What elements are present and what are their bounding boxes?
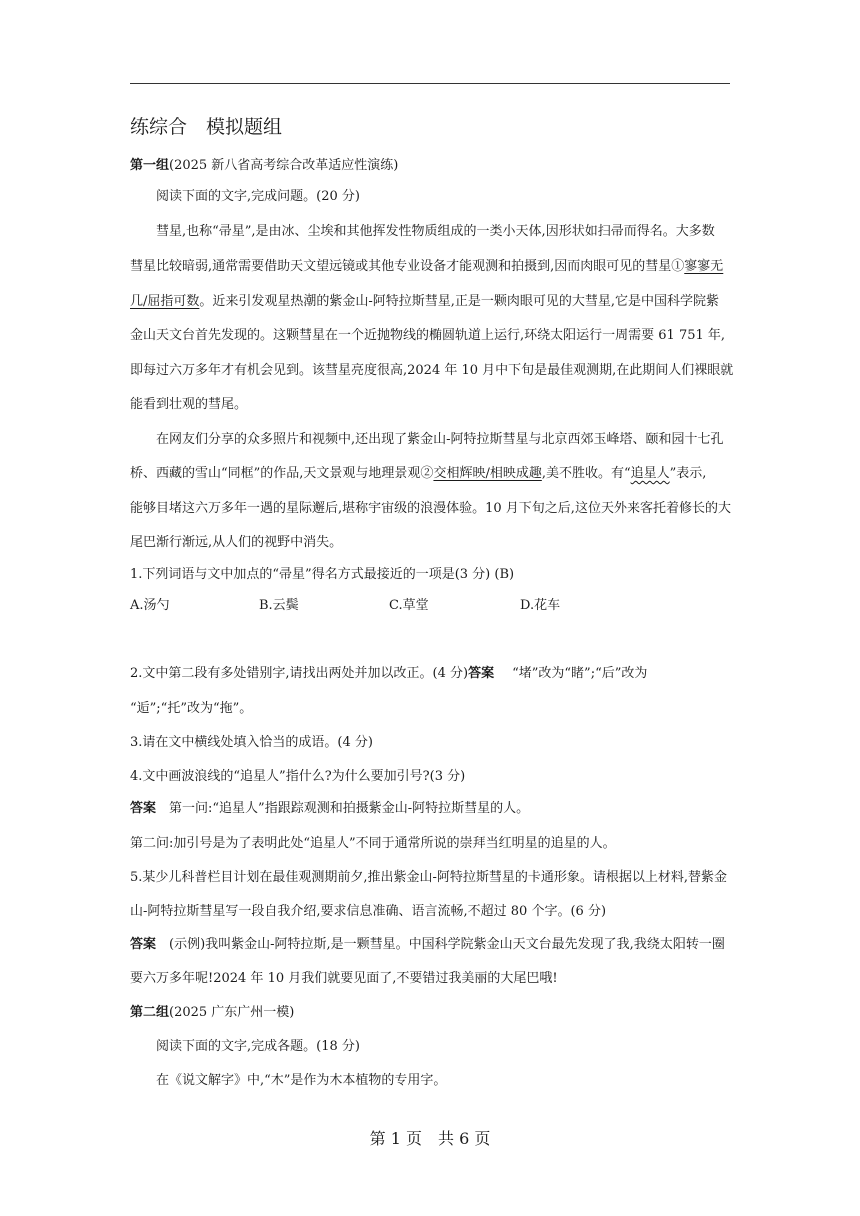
q2-answer-label: 答案 [468, 666, 495, 681]
g1-p1-line3-text: 。近来引发观星热潮的紫金山-阿特拉斯彗星,正是一颗肉眼可见的大彗星,它是中国科学院紫 [199, 294, 720, 309]
g1-p2-line2-e: ”表示, [669, 466, 707, 481]
page-footer: 第 1 页 共 6 页 [369, 1129, 491, 1148]
blank-2: 交相辉映/相映成趣 [433, 466, 542, 481]
group1-heading [130, 157, 398, 175]
q5-answer-2: 要六万多年呢!2024 年 10 月我们就要见面了,不要错过我美丽的大尾巴哦! [130, 971, 558, 986]
question-2 [130, 665, 647, 683]
group1-source: (2025 新八省高考综合改革适应性演练) [169, 158, 399, 173]
wavy-zhuixingren: 追星人 [630, 466, 670, 481]
q1-option-c: C.草堂 [389, 598, 429, 613]
g1-p1-line2 [130, 258, 723, 276]
header-rule [130, 83, 730, 84]
g1-p1-line6: 能看到壮观的彗尾。 [130, 397, 248, 412]
group2-instruction: 阅读下面的文字,完成各题。(18 分) [156, 1039, 360, 1054]
group2-source: (2025 广东广州一模) [169, 1005, 295, 1020]
blank-1: 寥寥无 [684, 259, 724, 274]
q5-answer-label: 答案 [130, 937, 157, 952]
g1-p2-line2-a: 桥、西藏的雪山“同框”的作品,天文景观与地理景观② [130, 466, 434, 481]
question-5-line1: 5.某少儿科普栏目计划在最佳观测期前夕,推出紫金山-阿特拉斯彗星的卡通形象。请根据以上材料,替紫金 [130, 870, 728, 885]
g1-p2-line4: 尾巴渐行渐远,从人们的视野中消失。 [130, 535, 343, 550]
group1-label: 第一组 [130, 158, 170, 173]
q2-text: 2.文中第二段有多处错别字,请找出两处并加以改正。(4 分) [130, 666, 469, 681]
q4-answer-2: 第二问:加引号是为了表明此处“追星人”不同于通常所说的崇拜当红明星的追星的人。 [130, 836, 616, 851]
q1-option-d: D.花车 [520, 598, 561, 613]
g1-p1-line1: 彗星,也称“帚星”,是由冰、尘埃和其他挥发性物质组成的一类小天体,因形状如扫帚而得名。大多数 [156, 224, 715, 239]
q5-answer-text: (示例)我叫紫金山-阿特拉斯,是一颗彗星。中国科学院紫金山天文台最先发现了我,我绕太阳转一圈 [169, 937, 725, 952]
group2-heading [130, 1004, 294, 1022]
q2-answer-cont: “逅”;“托”改为“拖”。 [130, 701, 253, 716]
q4-answer-1 [130, 800, 529, 818]
q2-answer: “堵”改为“睹”;“后”改为 [512, 666, 648, 681]
section-title: 练综合 模拟题组 [130, 116, 283, 138]
g1-p1-line4: 金山天文台首先发现的。这颗彗星在一个近抛物线的椭圆轨道上运行,环绕太阳运行一周需要 61 751 年, [130, 328, 726, 343]
q1-option-a: A.汤勺 [130, 598, 170, 613]
question-1: 1.下列词语与文中加点的“帚星”得名方式最接近的一项是(3 分) (B) [130, 567, 515, 582]
q5-answer-1 [130, 936, 725, 954]
group2-label: 第二组 [130, 1005, 170, 1020]
blank-1-cont: 几/屈指可数 [130, 294, 200, 309]
g1-p2-line2 [130, 465, 706, 483]
g1-p2-line3: 能够目堵这六万多年一遇的星际邂后,堪称宇宙级的浪漫体验。10 月下旬之后,这位天外来客托着修长的大 [130, 501, 731, 516]
q1-option-b: B.云鬓 [259, 598, 299, 613]
q4-answer-text: 第一问:“追星人”指跟踪观测和拍摄紫金山-阿特拉斯彗星的人。 [169, 801, 530, 816]
g1-p2-line1: 在网友们分享的众多照片和视频中,还出现了紫金山-阿特拉斯彗星与北京西郊玉峰塔、颐和园十七孔 [156, 432, 724, 447]
group1-instruction: 阅读下面的文字,完成问题。(20 分) [156, 189, 360, 204]
g1-p2-line2-c: ,美不胜收。有“ [541, 466, 631, 481]
q4-answer-label: 答案 [130, 801, 157, 816]
g2-p1: 在《说文解字》中,“木”是作为木本植物的专用字。 [156, 1073, 447, 1088]
question-5-line2: 山-阿特拉斯彗星写一段自我介绍,要求信息准确、语言流畅,不超过 80 个字。(6 分) [130, 904, 607, 919]
g1-p1-line5: 即每过六万多年才有机会见到。该彗星亮度很高,2024 年 10 月中下旬是最佳观测期,在此期间人们裸眼就 [130, 363, 734, 378]
g1-p1-line2-text: 彗星比较暗弱,通常需要借助天文望远镜或其他专业设备才能观测和拍摄到,因而肉眼可见的彗星① [130, 259, 685, 274]
g1-p1-line3 [130, 293, 719, 311]
question-4: 4.文中画波浪线的“追星人”指什么?为什么要加引号?(3 分) [130, 769, 466, 784]
question-3: 3.请在文中横线处填入恰当的成语。(4 分) [130, 735, 373, 750]
